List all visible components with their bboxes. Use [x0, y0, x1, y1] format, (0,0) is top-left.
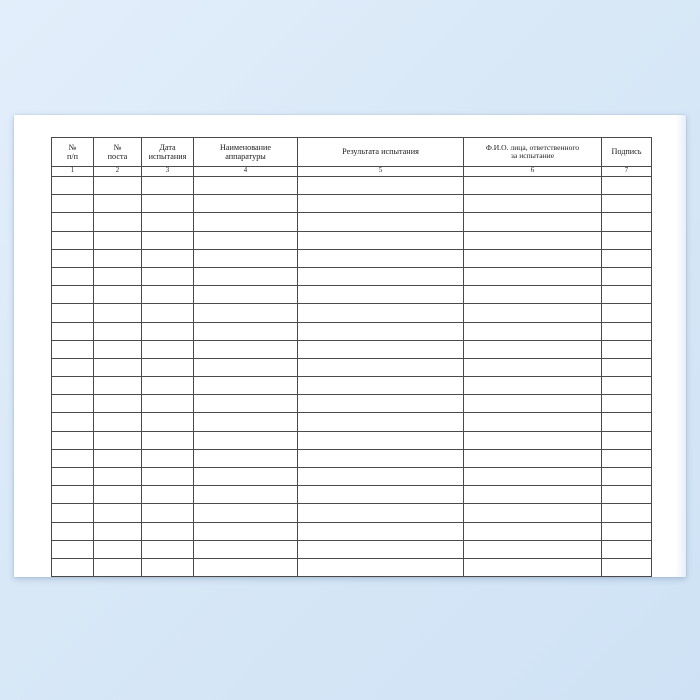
- table-cell[interactable]: [298, 395, 464, 413]
- table-row: [52, 231, 652, 249]
- table-cell[interactable]: [298, 231, 464, 249]
- table-cell[interactable]: [194, 177, 298, 195]
- table-row: [52, 267, 652, 285]
- table-cell[interactable]: [94, 267, 142, 285]
- table-cell[interactable]: [602, 413, 652, 431]
- table-cell[interactable]: [298, 304, 464, 322]
- header-cell-test-date: [142, 138, 194, 167]
- table-cell[interactable]: [194, 195, 298, 213]
- table-cell[interactable]: [94, 195, 142, 213]
- table-cell[interactable]: [298, 504, 464, 522]
- table-cell[interactable]: [194, 504, 298, 522]
- table-cell[interactable]: [94, 213, 142, 231]
- header-line: аппаратуры: [225, 152, 266, 161]
- table-cell[interactable]: [298, 213, 464, 231]
- table-cell[interactable]: [52, 267, 94, 285]
- table-body: [52, 177, 652, 577]
- table-cell[interactable]: [298, 449, 464, 467]
- table-cell[interactable]: [142, 267, 194, 285]
- table-cell[interactable]: [194, 267, 298, 285]
- table-cell[interactable]: [142, 195, 194, 213]
- table-cell[interactable]: [52, 468, 94, 486]
- table-cell[interactable]: [298, 340, 464, 358]
- header-cell-responsible-person: [464, 138, 602, 167]
- paper-sheet: [14, 115, 686, 577]
- table-cell[interactable]: [464, 540, 602, 558]
- table-cell[interactable]: [94, 304, 142, 322]
- table-cell[interactable]: [94, 413, 142, 431]
- table-row: [52, 449, 652, 467]
- table-cell[interactable]: [464, 468, 602, 486]
- table-cell[interactable]: [194, 413, 298, 431]
- column-number: 7: [602, 167, 652, 177]
- table-cell[interactable]: [464, 395, 602, 413]
- table-row: [52, 522, 652, 540]
- table-cell[interactable]: [94, 249, 142, 267]
- table-row: [52, 431, 652, 449]
- table-row: [52, 558, 652, 576]
- header-cell-number: [52, 138, 94, 167]
- table-cell[interactable]: [94, 377, 142, 395]
- table-cell[interactable]: [194, 231, 298, 249]
- table-cell[interactable]: [52, 431, 94, 449]
- table-cell[interactable]: [94, 486, 142, 504]
- table-cell[interactable]: [464, 322, 602, 340]
- table-row: [52, 213, 652, 231]
- table-cell[interactable]: [464, 377, 602, 395]
- table-cell[interactable]: [194, 286, 298, 304]
- table-cell[interactable]: [94, 358, 142, 376]
- column-number: 4: [194, 167, 298, 177]
- table-cell[interactable]: [464, 195, 602, 213]
- table-cell[interactable]: [602, 322, 652, 340]
- table-cell[interactable]: [52, 522, 94, 540]
- table-cell[interactable]: [94, 522, 142, 540]
- header-line: испытания: [148, 152, 187, 161]
- table-cell[interactable]: [602, 486, 652, 504]
- table-cell[interactable]: [52, 504, 94, 522]
- table-cell[interactable]: [52, 195, 94, 213]
- table-row: [52, 377, 652, 395]
- header-line: Результата испытания: [342, 147, 419, 157]
- table-row: [52, 340, 652, 358]
- table-cell[interactable]: [298, 322, 464, 340]
- header-cell-post: [94, 138, 142, 167]
- table-cell[interactable]: [52, 449, 94, 467]
- table-cell[interactable]: [52, 213, 94, 231]
- table-cell[interactable]: [142, 558, 194, 576]
- table-cell[interactable]: [94, 558, 142, 576]
- header-row: [52, 138, 652, 167]
- table-cell[interactable]: [464, 449, 602, 467]
- table-cell[interactable]: [142, 468, 194, 486]
- table-row: [52, 486, 652, 504]
- table-cell[interactable]: [142, 431, 194, 449]
- table-cell[interactable]: [602, 558, 652, 576]
- table-row: [52, 358, 652, 376]
- table-cell[interactable]: [602, 377, 652, 395]
- table-row: [52, 249, 652, 267]
- table-row: [52, 413, 652, 431]
- table-cell[interactable]: [194, 322, 298, 340]
- column-number-row: [52, 167, 652, 177]
- table-cell[interactable]: [298, 377, 464, 395]
- table-cell[interactable]: [464, 558, 602, 576]
- table-cell[interactable]: [602, 304, 652, 322]
- table-cell[interactable]: [94, 177, 142, 195]
- table-cell[interactable]: [142, 286, 194, 304]
- table-cell[interactable]: [298, 558, 464, 576]
- table-cell[interactable]: [602, 522, 652, 540]
- table-cell[interactable]: [52, 249, 94, 267]
- table-cell[interactable]: [142, 213, 194, 231]
- header-line: п/п: [66, 152, 79, 161]
- journal-table: [51, 137, 652, 577]
- header-line: Ф.И.О. лица, ответственного: [485, 142, 580, 152]
- table-cell[interactable]: [94, 449, 142, 467]
- column-number: 6: [464, 167, 602, 177]
- column-number: 2: [94, 167, 142, 177]
- table-cell[interactable]: [602, 231, 652, 249]
- table-cell[interactable]: [94, 286, 142, 304]
- table-cell[interactable]: [602, 195, 652, 213]
- table-cell[interactable]: [142, 449, 194, 467]
- table-cell[interactable]: [142, 486, 194, 504]
- table-cell[interactable]: [464, 358, 602, 376]
- table-cell[interactable]: [194, 213, 298, 231]
- table-cell[interactable]: [142, 340, 194, 358]
- table-row: [52, 304, 652, 322]
- table-cell[interactable]: [464, 213, 602, 231]
- table-cell[interactable]: [602, 249, 652, 267]
- table-cell[interactable]: [298, 358, 464, 376]
- table-cell[interactable]: [142, 504, 194, 522]
- table-cell[interactable]: [142, 377, 194, 395]
- table-cell[interactable]: [602, 504, 652, 522]
- table-cell[interactable]: [298, 249, 464, 267]
- table-cell[interactable]: [52, 377, 94, 395]
- table-cell[interactable]: [142, 304, 194, 322]
- table-header: [52, 138, 652, 177]
- table-cell[interactable]: [52, 304, 94, 322]
- table-cell[interactable]: [194, 304, 298, 322]
- table-cell[interactable]: [52, 486, 94, 504]
- table-cell[interactable]: [194, 558, 298, 576]
- table-cell[interactable]: [298, 267, 464, 285]
- table-cell[interactable]: [464, 177, 602, 195]
- table-cell[interactable]: [142, 358, 194, 376]
- table-row: [52, 540, 652, 558]
- header-line: Подпись: [611, 147, 642, 157]
- header-cell-signature: [602, 138, 652, 167]
- table-cell[interactable]: [464, 431, 602, 449]
- column-number: 3: [142, 167, 194, 177]
- table-cell[interactable]: [298, 177, 464, 195]
- table-cell[interactable]: [194, 395, 298, 413]
- table-cell[interactable]: [94, 540, 142, 558]
- table-cell[interactable]: [52, 322, 94, 340]
- header-cell-test-result: [298, 138, 464, 167]
- column-number: 1: [52, 167, 94, 177]
- table-cell[interactable]: [52, 340, 94, 358]
- table-cell[interactable]: [52, 231, 94, 249]
- table-cell[interactable]: [602, 395, 652, 413]
- table-cell[interactable]: [602, 431, 652, 449]
- table-cell[interactable]: [194, 540, 298, 558]
- table-cell[interactable]: [94, 468, 142, 486]
- table-row: [52, 195, 652, 213]
- table-cell[interactable]: [194, 431, 298, 449]
- table-cell[interactable]: [464, 304, 602, 322]
- table-cell[interactable]: [94, 322, 142, 340]
- table-cell[interactable]: [194, 449, 298, 467]
- table-cell[interactable]: [464, 340, 602, 358]
- header-line: за испытание: [510, 151, 555, 160]
- header-cell-equipment-name: [194, 138, 298, 167]
- table-cell[interactable]: [142, 177, 194, 195]
- table-cell[interactable]: [298, 540, 464, 558]
- table-cell[interactable]: [602, 358, 652, 376]
- table-cell[interactable]: [464, 413, 602, 431]
- table-cell[interactable]: [194, 358, 298, 376]
- table-cell[interactable]: [142, 249, 194, 267]
- table-cell[interactable]: [94, 431, 142, 449]
- header-line: Наименование: [219, 142, 271, 152]
- table-cell[interactable]: [194, 340, 298, 358]
- table-cell[interactable]: [602, 267, 652, 285]
- table-row: [52, 468, 652, 486]
- table-cell[interactable]: [142, 322, 194, 340]
- table-cell[interactable]: [602, 540, 652, 558]
- table-row: [52, 286, 652, 304]
- table-cell[interactable]: [52, 395, 94, 413]
- table-cell[interactable]: [602, 177, 652, 195]
- table-row: [52, 177, 652, 195]
- table-cell[interactable]: [194, 249, 298, 267]
- column-number: 5: [298, 167, 464, 177]
- table-cell[interactable]: [94, 340, 142, 358]
- table-row: [52, 504, 652, 522]
- table-cell[interactable]: [52, 558, 94, 576]
- table-cell[interactable]: [298, 195, 464, 213]
- table-cell[interactable]: [194, 468, 298, 486]
- table-container: [51, 137, 651, 577]
- table-row: [52, 395, 652, 413]
- table-cell[interactable]: [142, 413, 194, 431]
- table-cell[interactable]: [52, 177, 94, 195]
- table-cell[interactable]: [52, 286, 94, 304]
- table-cell[interactable]: [194, 522, 298, 540]
- table-cell[interactable]: [298, 486, 464, 504]
- table-cell[interactable]: [194, 486, 298, 504]
- table-cell[interactable]: [298, 468, 464, 486]
- table-row: [52, 322, 652, 340]
- table-cell[interactable]: [602, 286, 652, 304]
- table-cell[interactable]: [298, 413, 464, 431]
- table-cell[interactable]: [142, 395, 194, 413]
- table-cell[interactable]: [464, 231, 602, 249]
- table-cell[interactable]: [298, 286, 464, 304]
- table-cell[interactable]: [464, 504, 602, 522]
- table-cell[interactable]: [142, 231, 194, 249]
- table-cell[interactable]: [464, 286, 602, 304]
- table-cell[interactable]: [142, 522, 194, 540]
- table-cell[interactable]: [94, 395, 142, 413]
- table-cell[interactable]: [52, 358, 94, 376]
- header-line: №: [68, 142, 77, 152]
- table-cell[interactable]: [142, 540, 194, 558]
- table-cell[interactable]: [464, 522, 602, 540]
- table-cell[interactable]: [94, 504, 142, 522]
- table-cell[interactable]: [52, 413, 94, 431]
- header-line: поста: [107, 152, 128, 161]
- table-cell[interactable]: [52, 540, 94, 558]
- table-cell[interactable]: [602, 340, 652, 358]
- table-cell[interactable]: [602, 449, 652, 467]
- table-cell[interactable]: [602, 468, 652, 486]
- header-line: Дата: [159, 142, 176, 152]
- table-cell[interactable]: [298, 522, 464, 540]
- table-cell[interactable]: [464, 249, 602, 267]
- header-line: №: [113, 142, 122, 152]
- table-cell[interactable]: [464, 267, 602, 285]
- table-cell[interactable]: [298, 431, 464, 449]
- table-cell[interactable]: [602, 213, 652, 231]
- table-cell[interactable]: [94, 231, 142, 249]
- table-cell[interactable]: [194, 377, 298, 395]
- table-cell[interactable]: [464, 486, 602, 504]
